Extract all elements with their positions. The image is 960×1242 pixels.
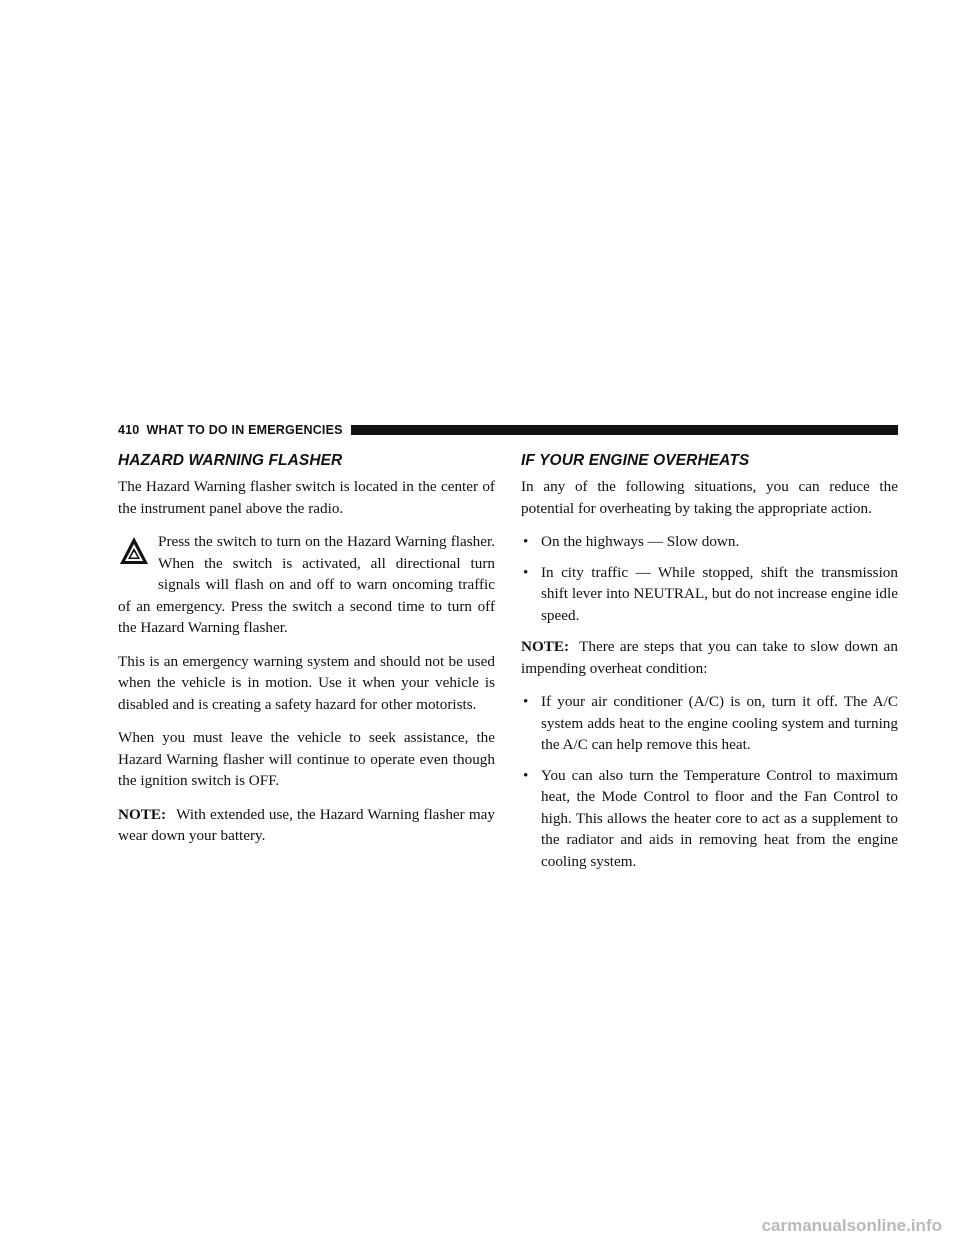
page-number: 410 xyxy=(118,423,140,437)
list-item: • On the highways — Slow down. xyxy=(521,531,898,553)
overheat-paragraph-1: In any of the following situations, you can reduce the potential for overheating by taking the appropriate action. xyxy=(521,478,898,517)
hazard-paragraph-3: This is an emergency warning system and should not be used when the vehicle is in motion. Use it when your vehicle is disabled and is creating a safety hazard for other motorists. xyxy=(118,652,495,713)
hazard-switch-block xyxy=(118,531,495,639)
hazard-paragraph-1: The Hazard Warning flasher switch is located in the center of the instrument panel above the radio. xyxy=(118,478,495,517)
overheat-note xyxy=(521,636,898,679)
section-title: WHAT TO DO IN EMERGENCIES xyxy=(146,423,343,437)
note-label: NOTE: xyxy=(118,805,167,823)
hazard-heading: HAZARD WARNING FLASHER xyxy=(118,452,343,469)
note-text: There are steps that you can take to slow down an impending overheat condition: xyxy=(521,638,898,677)
left-column xyxy=(118,452,495,859)
bullet-icon: • xyxy=(523,533,529,550)
note-text: With extended use, the Hazard Warning flasher may wear down your battery. xyxy=(118,805,495,844)
bullet-icon: • xyxy=(523,766,529,784)
list-item: • If your air conditioner (A/C) is on, turn it off. The A/C system adds heat to the engine cooling system and turning the A/C can help remove this heat. xyxy=(523,693,898,753)
list-item: • You can also turn the Temperature Control to maximum heat, the Mode Control to floor and the Fan Control to high. This allows the heater core to act as a supplement to the radiator and aids in removing heat from the engine cooling system. xyxy=(523,766,898,870)
right-column xyxy=(521,452,898,882)
hazard-note xyxy=(118,804,495,847)
overheat-steps-list xyxy=(521,691,898,872)
page-header xyxy=(118,422,898,438)
bullet-icon: • xyxy=(523,563,529,581)
list-item: • In city traffic — While stopped, shift the transmission shift lever into NEUTRAL, but do not increase engine idle speed. xyxy=(523,563,898,624)
hazard-paragraph-2: Press the switch to turn on the Hazard Warning flasher. When the switch is activated, all directional turn signals will flash on and off to warn oncoming traffic of an emergency. Press the switch a second time to turn off the Hazard Warning flasher. xyxy=(118,533,495,636)
hazard-paragraph-4: When you must leave the vehicle to seek assistance, the Hazard Warning flasher will continue to operate even though the ignition switch is OFF. xyxy=(118,729,495,789)
overheat-situations-list xyxy=(521,531,898,626)
bullet-icon: • xyxy=(523,693,529,710)
overheat-heading: IF YOUR ENGINE OVERHEATS xyxy=(521,452,750,469)
watermark: carmanualsonline.info xyxy=(761,1216,942,1235)
note-label: NOTE: xyxy=(521,638,570,655)
header-rule xyxy=(351,425,898,435)
hazard-triangle-icon xyxy=(118,535,158,595)
